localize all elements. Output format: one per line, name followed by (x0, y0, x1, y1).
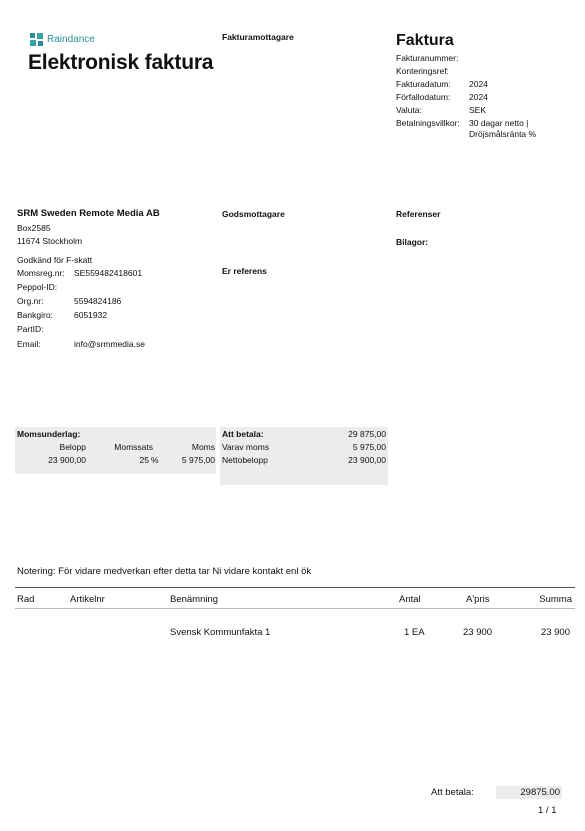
field-label: Momsreg.nr: (17, 268, 65, 278)
document-title: Elektronisk faktura (28, 51, 214, 74)
vat-included-value: 5 975,00 (352, 442, 386, 452)
field-value (74, 282, 194, 293)
field-label: Valuta: (396, 105, 422, 115)
field-label: Org.nr: (17, 296, 44, 306)
field-value: 2024 (469, 92, 488, 102)
goods-recipient-heading: Godsmottagare (222, 209, 285, 219)
col-header-name: Benämning (170, 594, 219, 605)
col-header-row: Rad (17, 594, 35, 605)
col-header-sum: Summa (539, 594, 572, 605)
footer-amount-due-value: 29875.00 (496, 786, 562, 799)
col-header-article: Artikelnr (70, 594, 105, 605)
net-amount-label: Nettobelopp (222, 455, 268, 465)
footer-amount-due-label: Att betala: (431, 787, 474, 798)
invoice-note: Notering: För vidare medverkan efter detta tar Ni vidare kontakt enl ök (17, 566, 312, 577)
table-header (0, 594, 585, 608)
vat-rate-unit: % (151, 455, 159, 465)
amount-due-label: Att betala: (222, 429, 264, 439)
sender-name: SRM Sweden Remote Media AB (17, 208, 160, 219)
field-value (469, 66, 559, 77)
vat-amount: 23 900,00 (48, 455, 86, 465)
email-label: Email: (17, 339, 41, 349)
page-number: 1 / 1 (538, 805, 557, 816)
vat-col-rate: Momssats (114, 442, 153, 452)
field-value: 6051932 (74, 310, 108, 320)
net-amount-value: 23 900,00 (348, 455, 386, 465)
invoice-fields (396, 53, 559, 140)
vat-included-label: Varav moms (222, 442, 270, 452)
sender-address-line1: Box2585 (17, 223, 51, 233)
vat-value: 5 975,00 (181, 455, 215, 465)
email-value: info@srmmedia.se (74, 339, 145, 349)
cell-sum: 23 900 (540, 627, 570, 638)
attachments-heading: Bilagor: (396, 237, 429, 247)
field-value: 2024 (469, 79, 488, 89)
field-label: Fakturanummer: (396, 53, 459, 63)
field-value: SE559482418601 (74, 268, 143, 278)
sender-fields (17, 268, 194, 335)
field-label: Fakturadatum: (396, 79, 451, 89)
table-row (0, 627, 585, 641)
col-header-qty: Antal (399, 594, 421, 605)
field-label: Konteringsref: (396, 66, 449, 76)
table-header-divider (15, 608, 575, 609)
recipient-heading: Fakturamottagare (222, 32, 294, 42)
totals-box (220, 427, 388, 485)
cell-price: 23 900 (463, 627, 493, 638)
field-value: 5594824186 (74, 296, 122, 306)
table-top-divider (15, 587, 575, 588)
field-label: Förfallodatum: (396, 92, 451, 102)
vat-heading: Momsunderlag: (17, 429, 81, 439)
vat-col-vat: Moms (191, 442, 215, 452)
field-value (74, 324, 194, 335)
raindance-logo (30, 33, 95, 46)
your-reference-heading: Er referens (222, 266, 267, 276)
amount-due-value: 29 875,00 (348, 429, 386, 439)
logo-text: Raindance (47, 34, 95, 45)
field-label: PartID: (17, 324, 44, 334)
field-label: Peppol-ID: (17, 282, 58, 292)
cell-name: Svensk Kommunfakta 1 (170, 627, 271, 638)
col-header-price: A'pris (466, 594, 490, 605)
field-value: 30 dagar netto | Dröjsmålsränta % (469, 118, 537, 139)
sender-address-line2: 11674 Stockholm (17, 236, 83, 246)
vat-col-amount: Belopp (59, 442, 86, 452)
ftax-status: Godkänd för F-skatt (17, 255, 93, 265)
field-value (469, 53, 559, 64)
vat-rate: 25 (139, 455, 149, 465)
vat-summary-box (15, 427, 216, 474)
field-value: SEK (469, 105, 487, 115)
references-heading: Referenser (396, 209, 441, 219)
raindance-logo-icon (30, 33, 43, 46)
invoice-heading: Faktura (396, 32, 454, 49)
field-label: Betalningsvillkor: (396, 118, 460, 128)
cell-qty: 1 EA (404, 627, 425, 638)
field-label: Bankgiro: (17, 310, 53, 320)
